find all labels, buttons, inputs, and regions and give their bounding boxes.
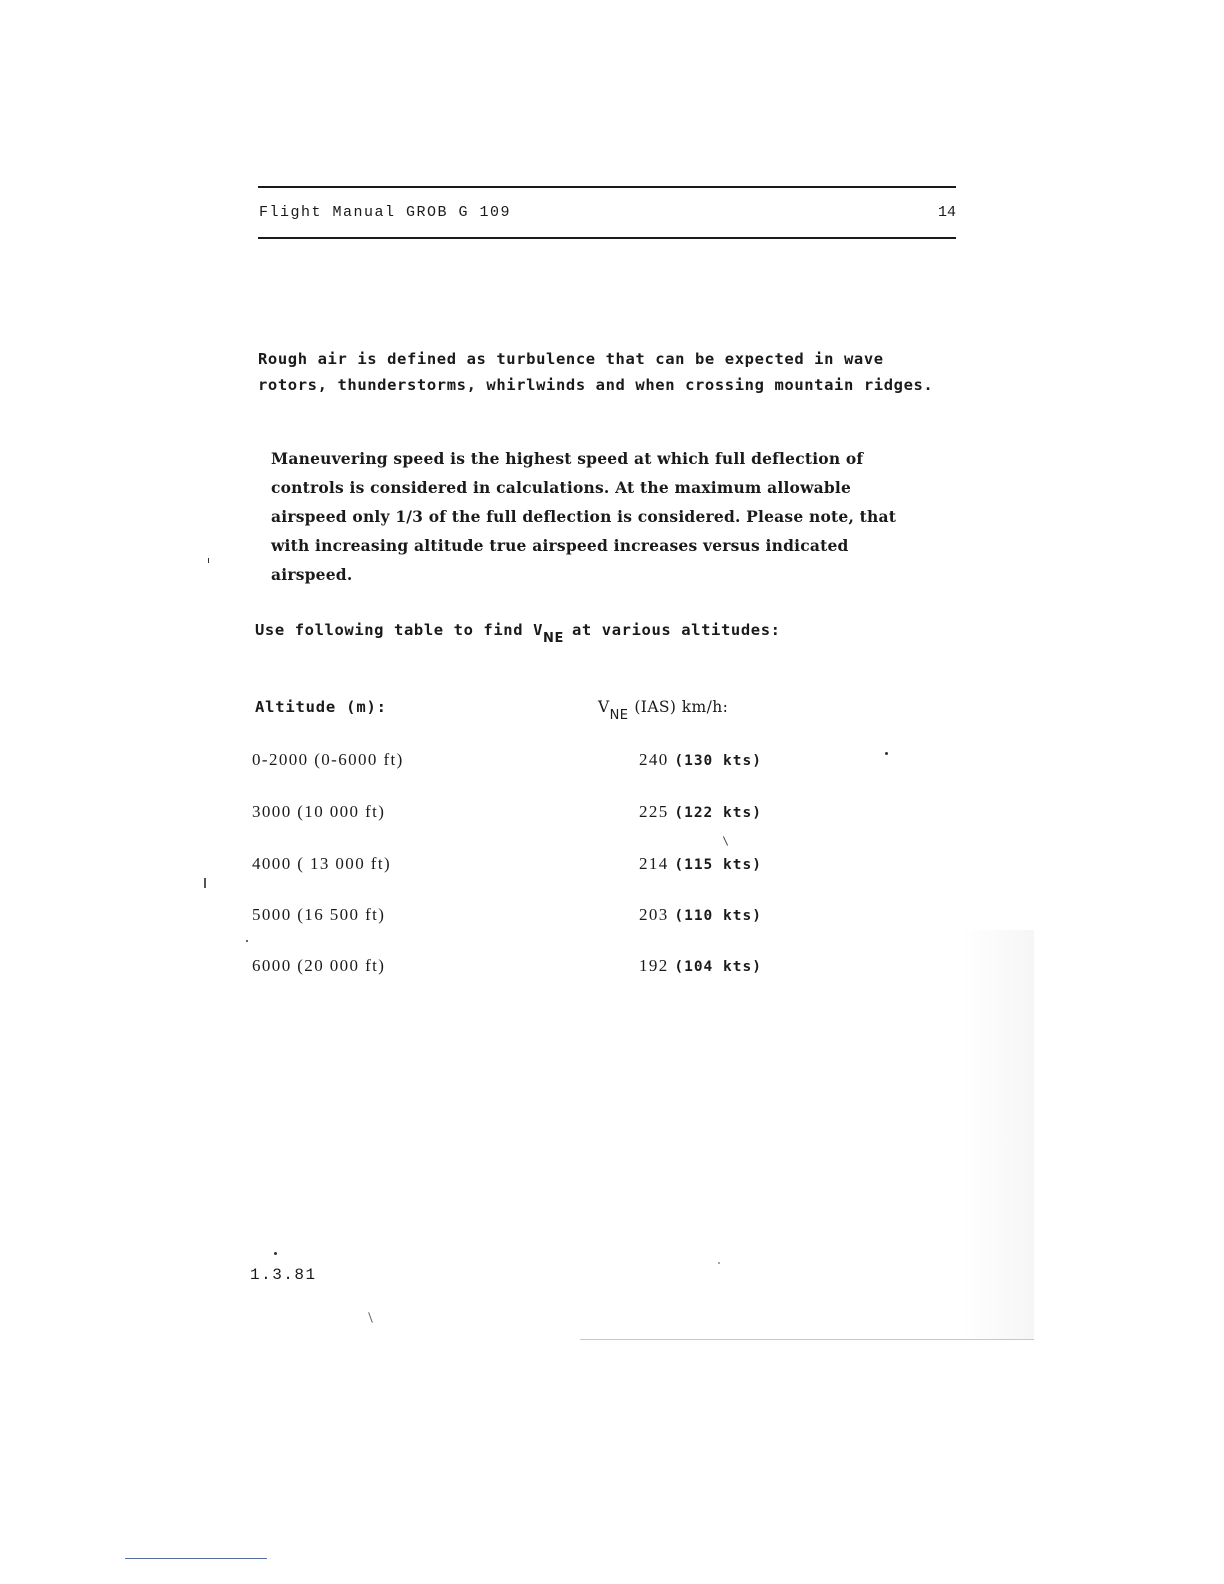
scan-speck [274, 1252, 277, 1255]
underline-artifact [125, 1558, 267, 1559]
header-rule-top [258, 186, 956, 188]
vne-kts: (130 kts) [674, 753, 762, 769]
scan-speck [885, 752, 888, 755]
vne-cell [639, 802, 762, 822]
vne-kmh: 240 [639, 750, 669, 769]
vne-header-suffix: (IAS) km/h: [634, 698, 729, 716]
vne-header-prefix: V [598, 698, 610, 716]
altitude-cell: 6000 (20 000 ft) [252, 956, 386, 975]
table-row [0, 956, 1224, 986]
altitude-column-header: Altitude (m): [255, 698, 387, 716]
vne-kts: (104 kts) [674, 959, 762, 975]
manual-title: Flight Manual GROB G 109 [259, 204, 512, 221]
maneuvering-speed-paragraph: Maneuvering speed is the highest speed at which full deflection of controls is considered in calculations. At the maximum allowable airspeed only 1/3 of the full deflection is considered. Please note, that with increasing altitude true airspeed increases versus indicated airspeed. [271, 449, 897, 584]
vne-header-subscript: NE [609, 708, 629, 723]
vne-cell [639, 750, 762, 770]
scan-speck [204, 878, 206, 888]
page-number: 14 [937, 204, 956, 221]
table-row [0, 802, 1224, 832]
table-row [0, 854, 1224, 884]
vne-kmh: 214 [639, 854, 669, 873]
table-row [0, 750, 1224, 780]
scan-speck [246, 940, 248, 942]
scan-speck [723, 836, 728, 845]
scan-speck [208, 558, 209, 563]
altitude-cell: 5000 (16 500 ft) [252, 905, 386, 924]
altitude-cell: 4000 ( 13 000 ft) [252, 854, 392, 873]
altitude-cell: 0-2000 (0-6000 ft) [252, 750, 404, 769]
scan-shadow [960, 930, 1034, 1340]
vne-kts: (110 kts) [674, 908, 762, 924]
vne-column-header [598, 698, 729, 723]
vne-kmh: 225 [639, 802, 669, 821]
vne-kts: (115 kts) [674, 857, 762, 873]
vne-kts: (122 kts) [674, 805, 762, 821]
rough-air-paragraph: Rough air is defined as turbulence that can be expected in wave rotors, thunderstorms, whirlwinds and when crossing mountain ridges. [258, 350, 934, 394]
altitude-cell: 3000 (10 000 ft) [252, 802, 386, 821]
vne-cell [639, 905, 762, 925]
scan-speck [718, 1262, 720, 1264]
scan-edge-line [580, 1339, 1034, 1340]
table-intro-suffix: at various altitudes: [572, 621, 781, 639]
vne-cell [639, 956, 762, 976]
vne-kmh: 192 [639, 956, 669, 975]
vne-cell [639, 854, 762, 874]
table-row [0, 905, 1224, 935]
table-intro-prefix: Use following table to find V [255, 621, 544, 639]
revision-date: 1.3.81 [250, 1266, 317, 1284]
scan-speck [368, 1312, 373, 1323]
table-intro-subscript: NE [543, 631, 564, 646]
vne-kmh: 203 [639, 905, 669, 924]
table-intro [255, 621, 781, 646]
header-rule-bottom [258, 237, 956, 239]
